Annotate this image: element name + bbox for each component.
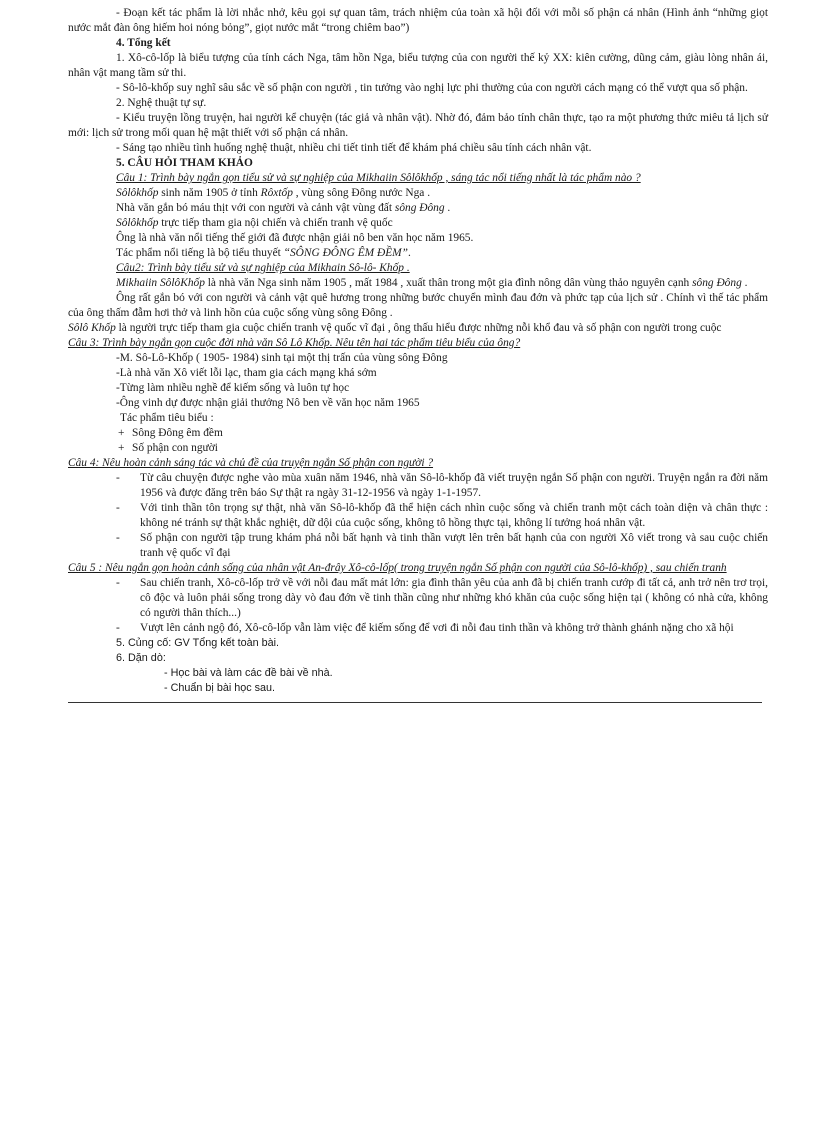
answer-text: . <box>444 202 451 214</box>
answer-text: Tác phẩm nổi tiếng là bộ tiểu thuyết <box>116 247 284 259</box>
place-name: sông Đông <box>394 202 445 214</box>
tong-ket-paragraph-1: 1. Xô-cô-lốp là biểu tượng của tính cách Nga, tâm hồn Nga, biểu tượng của con người thế kỷ XX: kiên cường, dũng cảm, giàu lòng nhân ái, nhân vật mang tầm sử thi. <box>68 52 768 79</box>
author-name: Sôlôkhốp <box>116 187 159 199</box>
question-4: Câu 4: Nêu hoàn cảnh sáng tác và chủ đề của truyện ngắn Số phận con người ? <box>68 457 434 469</box>
answer-text: sinh năm 1905 ở tỉnh <box>158 187 261 199</box>
divider-line <box>68 702 762 703</box>
list-item: - Từ câu chuyện được nghe vào mùa xuân năm 1946, nhà văn Sô-lô-khốp đã viết truyện ngắn Số phận con người. Truyện ngắn ra đời năm 1956 và được đăng trên báo Sự thật ra ngày 31-12-1956 và ngày 1-1-1957. <box>116 471 768 501</box>
section-heading-tong-ket: 4. Tổng kết <box>116 37 171 49</box>
tong-ket-paragraph-2: - Sô-lô-khốp suy nghĩ sâu sắc về số phận con người , tin tưởng vào nghị lực phi thường của con người cách mạng có thể vượt qua số phận. <box>116 82 748 94</box>
list-item: - Vượt lên cảnh ngộ đó, Xô-cô-lốp vẫn làm việc để kiếm sống để vơi đi nỗi đau tinh thần và không trở thành ghánh nặng cho xã hội <box>116 621 768 636</box>
list-item: - Sau chiến tranh, Xô-cô-lốp trở về với nỗi đau mất mát lớn: gia đình thân yêu của anh đã bị chiến tranh cướp đi tất cả, anh trở nên trơ trọi, cô độc và luôn phải sống trong dày vò đau đớn về tinh thần cũng như những khó khăn của cuộc sống hiện tại ( không có nhà cửa, không có người thân thích...) <box>116 576 768 621</box>
work-title: Số phận con người <box>132 442 218 454</box>
answer-2-paragraph-2: Ông rất gắn bó với con người và cảnh vật quê hương trong những bước chuyển mình đau đớn và phức tạp của lịch sử . Chính vì thế tác phẩm của ông thấm đẫm hơi thở và linh hồn của cuộc sống vùng sông Đông . <box>68 292 768 319</box>
author-name: Sôlôkhốp <box>116 217 159 229</box>
answer-text: . <box>741 277 748 289</box>
intro-paragraph: - Đoạn kết tác phẩm là lời nhắc nhở, kêu gọi sự quan tâm, trách nhiệm của toàn xã hội đối với mỗi số phận cá nhân (Hình ảnh “những giọt nước mắt đàn ông hiếm hoi nóng bỏng”, giọt nước mắt “trong chiêm bao”) <box>68 7 768 34</box>
section-heading-cau-hoi: 5. CÂU HỎI THAM KHẢO <box>116 157 253 169</box>
answer-text: trực tiếp tham gia nội chiến và chiến tranh vệ quốc <box>158 217 393 229</box>
homework-item: - Học bài và làm các đề bài về nhà. <box>164 667 333 679</box>
work-item <box>68 441 768 456</box>
work-item <box>68 426 768 441</box>
dan-do-line: 6. Dặn dò: <box>116 652 166 664</box>
question-5: Câu 5 : Nêu ngắn gọn hoàn cảnh sống của nhân vật An-đrây Xô-cô-lốp( trong truyện ngắn Số phận con người của Sô-lô-khốp) , sau chiến tranh <box>68 562 727 574</box>
tong-ket-paragraph-3: 2. Nghệ thuật tự sự. <box>116 97 207 109</box>
answer-3-item: -Từng làm nhiều nghề để kiếm sống và luôn tự học <box>116 382 350 394</box>
answer-text: . <box>408 247 411 259</box>
list-item: - Số phận con người tập trung khám phá nỗi bất hạnh và tinh thần vượt lên trên bất hạnh của con người Xô viết trong và sau cuộc chiến tranh vệ quốc vĩ đại <box>116 531 768 561</box>
answer-text: là người trực tiếp tham gia cuộc chiến tranh vệ quốc vĩ đại , ông thấu hiểu được những nỗi khổ đau và số phận con người trong cuộc <box>115 322 722 334</box>
answer-1-line-1 <box>68 186 768 201</box>
answer-2-paragraph-1 <box>68 276 768 291</box>
plus-bullet: + <box>118 442 125 454</box>
answer-3-item: -M. Sô-Lô-Khốp ( 1905- 1984) sinh tại một thị trấn của vùng sông Đông <box>116 352 448 364</box>
place-name: sông Đông <box>692 277 742 289</box>
tong-ket-paragraph-5: - Sáng tạo nhiều tình huống nghệ thuật, nhiều chi tiết tinh tiết để khám phá chiều sâu tính cách nhân vật. <box>116 142 592 154</box>
place-name: Rôxtốp <box>260 187 293 199</box>
cung-co-line: 5. Củng cố: GV Tổng kết toàn bài. <box>116 637 280 649</box>
answer-text: là nhà văn Nga sinh năm 1905 , mất 1984 , xuất thân trong một gia đình nông dân vùng thảo nguyên cạnh <box>204 277 693 289</box>
answer-text: Nhà văn gắn bó máu thịt với con người và cảnh vật vùng đất <box>116 202 395 214</box>
question-2: Câu2: Trình bày tiểu sử và sự nghiệp của Mikhain Sô-lô- Khốp . <box>116 262 410 274</box>
answer-1-line-3 <box>68 216 768 231</box>
answer-5-list <box>68 576 768 636</box>
answer-2-paragraph-3 <box>68 321 768 336</box>
author-name: Sôlô Khốp <box>68 322 116 334</box>
answer-3-item: -Ông vinh dự được nhận giải thưởng Nô ben về văn học năm 1965 <box>116 397 420 409</box>
list-item: - Với tinh thần tôn trọng sự thật, nhà văn Sô-lô-khốp đã thể hiện cách nhìn cuộc sống và chiến tranh một cách toàn diện và chân thực : không né tránh sự thật khắc nghiệt, dữ dội của cuộc sống, không tô hồng thực tại, không lí tưởng hoá nhân vật. <box>116 501 768 531</box>
plus-bullet: + <box>118 427 125 439</box>
works-label: Tác phẩm tiêu biểu : <box>120 412 214 424</box>
question-3: Câu 3: Trình bày ngắn gọn cuộc đời nhà văn Sô Lô Khốp. Nêu tên hai tác phẩm tiêu biểu của ông? <box>68 337 521 349</box>
answer-1-line-4: Ông là nhà văn nổi tiếng thế giới đã được nhận giải nô ben văn học năm 1965. <box>116 232 474 244</box>
document-page <box>68 6 768 703</box>
question-1: Câu 1: Trình bày ngắn gọn tiểu sử và sự nghiệp của Mikhaiin Sôlôkhốp , sáng tác nổi tiếng nhất là tác phẩm nào ? <box>116 172 641 184</box>
answer-1-line-5 <box>68 246 768 261</box>
author-name: Mikhaiin SôlôKhốp <box>116 277 205 289</box>
answer-text: , vùng sông Đông nước Nga . <box>292 187 431 199</box>
answer-4-list <box>68 471 768 561</box>
answer-1-line-2 <box>68 201 768 216</box>
homework-item: - Chuẩn bị bài học sau. <box>164 682 276 694</box>
work-title: Sông Đông êm đềm <box>132 427 223 439</box>
tong-ket-paragraph-4: - Kiểu truyện lồng truyện, hai người kể chuyện (tác giả và nhân vật). Nhờ đó, đảm bảo tính chân thực, tạo ra một phương thức miêu tả lịch sử mới: lịch sử trong mối quan hệ mật thiết với số phận cá nhân. <box>68 112 768 139</box>
answer-3-item: -Là nhà văn Xô viết lỗi lạc, tham gia cách mạng khá sớm <box>116 367 377 379</box>
novel-title: “SÔNG ĐÔNG ÊM ĐỀM” <box>283 247 409 259</box>
